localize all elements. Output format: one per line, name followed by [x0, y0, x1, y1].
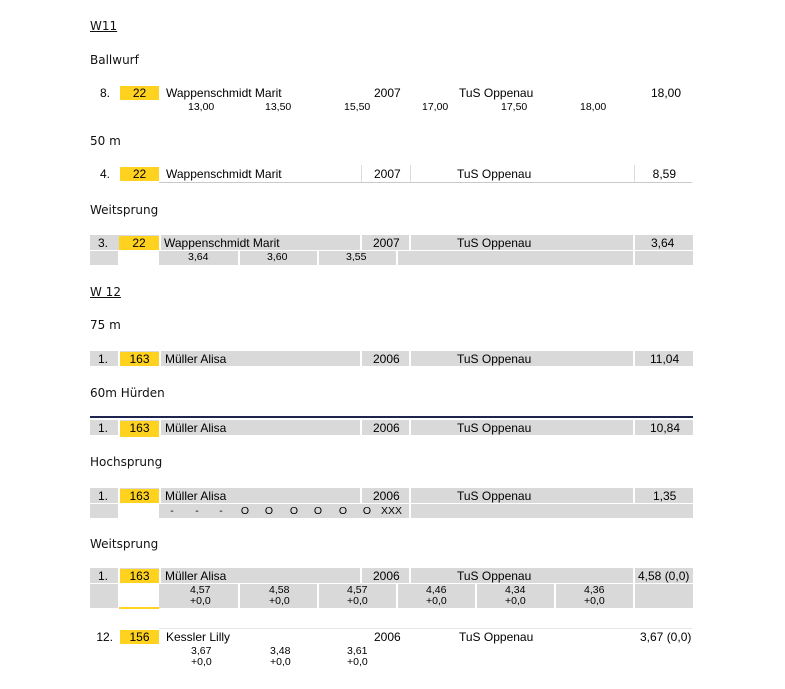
- cell-divider: [360, 568, 362, 583]
- bib-number: 156: [120, 630, 159, 644]
- result: 3,64: [651, 236, 675, 250]
- cell-divider: [396, 251, 398, 265]
- attempt-distance: 4,57: [347, 584, 368, 596]
- row-divider: [159, 628, 692, 629]
- attempt: 18,00: [580, 101, 607, 113]
- cell-divider: [634, 165, 635, 182]
- result: 3,67 (0,0): [640, 630, 692, 644]
- result: 4,58 (0,0): [638, 569, 690, 583]
- attempt-wind: +0,0: [505, 595, 526, 607]
- cell-divider: [159, 235, 161, 250]
- height-attempt: O: [313, 505, 323, 517]
- cell-divider: [361, 165, 362, 182]
- cell-divider: [633, 420, 635, 435]
- attempt-distance: 3,67: [191, 645, 212, 657]
- attempt-distance: 3,48: [270, 645, 291, 657]
- attempt-distance: 3,61: [347, 645, 368, 657]
- cell-divider: [159, 488, 161, 503]
- bib-number: 163: [120, 489, 159, 503]
- header-rule: [90, 416, 693, 418]
- attempt-wind: +0,0: [426, 595, 447, 607]
- cell-divider: [633, 351, 635, 366]
- club: TuS Oppenau: [457, 489, 532, 503]
- attempt-wind: +0,0: [584, 595, 605, 607]
- club: TuS Oppenau: [459, 86, 534, 100]
- cell-divider: [360, 420, 362, 435]
- cell-divider: [409, 351, 411, 366]
- club: TuS Oppenau: [457, 236, 532, 250]
- bib-number: 22: [120, 86, 159, 100]
- cell-divider: [633, 488, 635, 503]
- cell-divider: [317, 251, 319, 265]
- section-heading-w11: W11: [90, 19, 118, 33]
- cell-divider: [238, 584, 240, 608]
- athlete-name: Müller Alisa: [165, 569, 227, 583]
- cell-divider: [410, 165, 411, 182]
- height-attempt: -: [195, 505, 199, 517]
- birth-year: 2006: [374, 630, 401, 644]
- cell-divider: [409, 568, 411, 583]
- event-title-60m-huerden: 60m Hürden: [90, 386, 165, 400]
- attempt: 3,55: [346, 251, 367, 263]
- attempt-distance: 4,58: [269, 584, 290, 596]
- cell-divider: [159, 351, 161, 366]
- height-attempt: O: [362, 505, 372, 517]
- attempt: 13,00: [188, 101, 215, 113]
- birth-year: 2006: [373, 352, 400, 366]
- birth-year: 2006: [373, 421, 400, 435]
- height-attempt: XXX: [381, 505, 403, 517]
- attempt-distance: 4,34: [505, 584, 526, 596]
- place: 1.: [97, 352, 108, 366]
- place: 12.: [96, 630, 113, 644]
- height-attempt: O: [240, 505, 250, 517]
- place: 1.: [97, 489, 108, 503]
- attempt-distance: 4,46: [426, 584, 447, 596]
- section-heading-w12: W 12: [90, 285, 121, 299]
- cell-divider: [633, 568, 635, 608]
- birth-year: 2006: [373, 569, 400, 583]
- attempt: 13,50: [265, 101, 292, 113]
- birth-year: 2007: [374, 86, 401, 100]
- result: 11,04: [650, 352, 680, 366]
- attempt: 15,50: [344, 101, 371, 113]
- attempt-wind: +0,0: [191, 656, 212, 668]
- cell-divider: [554, 584, 556, 608]
- birth-year: 2007: [374, 167, 401, 181]
- event-title-weitsprung-w12: Weitsprung: [90, 537, 159, 551]
- attempt-wind: +0,0: [190, 595, 211, 607]
- bib-number: 163: [120, 352, 159, 366]
- place: 8.: [99, 86, 110, 100]
- cell-divider: [409, 420, 411, 435]
- club: TuS Oppenau: [457, 421, 532, 435]
- bib-number: 163: [120, 569, 159, 583]
- cell-divider: [317, 584, 319, 608]
- birth-year: 2007: [373, 236, 400, 250]
- cell-divider: [360, 351, 362, 366]
- birth-year: 2006: [373, 489, 400, 503]
- bib-number: 22: [119, 236, 159, 250]
- attempt-wind: +0,0: [347, 595, 368, 607]
- cell-divider: [238, 251, 240, 265]
- athlete-name: Müller Alisa: [165, 352, 227, 366]
- attempt: 17,00: [422, 101, 449, 113]
- blank-cell: [118, 584, 159, 608]
- height-attempt: -: [170, 505, 174, 517]
- height-attempt: O: [264, 505, 274, 517]
- event-title-50m: 50 m: [90, 134, 121, 148]
- athlete-name: Wappenschmidt Marit: [164, 236, 280, 250]
- club: TuS Oppenau: [457, 569, 532, 583]
- result: 1,35: [653, 489, 677, 503]
- club: TuS Oppenau: [459, 630, 534, 644]
- place: 4.: [99, 167, 110, 181]
- row-divider: [159, 182, 692, 183]
- result: 10,84: [650, 421, 681, 435]
- event-title-75m: 75 m: [90, 318, 121, 332]
- cell-divider: [633, 235, 635, 265]
- blank-cell: [118, 251, 159, 265]
- height-attempt: O: [289, 505, 299, 517]
- attempt: 3,60: [267, 251, 288, 263]
- athlete-name: Müller Alisa: [165, 421, 227, 435]
- attempt: 3,64: [188, 251, 209, 263]
- attempt-wind: +0,0: [347, 656, 368, 668]
- attempt: 17,50: [501, 101, 528, 113]
- height-attempt: O: [338, 505, 348, 517]
- athlete-name: Wappenschmidt Marit: [166, 86, 282, 100]
- attempt-distance: 4,57: [190, 584, 211, 596]
- cell-divider: [409, 235, 411, 250]
- blank-cell: [118, 504, 159, 518]
- cell-divider: [360, 488, 362, 503]
- event-title-hochsprung: Hochsprung: [90, 455, 163, 469]
- athlete-name: Kessler Lilly: [166, 630, 231, 644]
- bib-number: 22: [120, 167, 159, 181]
- attempt-wind: +0,0: [270, 656, 291, 668]
- result: 18,00: [650, 86, 681, 100]
- event-title-weitsprung-w11: Weitsprung: [90, 203, 159, 217]
- place: 3.: [97, 236, 108, 250]
- cell-divider: [159, 568, 161, 583]
- cell-divider: [396, 584, 398, 608]
- athlete-name: Müller Alisa: [165, 489, 227, 503]
- attempt-wind: +0,0: [269, 595, 290, 607]
- result: 8,59: [652, 167, 676, 181]
- club: TuS Oppenau: [457, 352, 532, 366]
- bib-underline: [120, 435, 159, 437]
- place: 1.: [97, 421, 108, 435]
- athlete-name: Wappenschmidt Marit: [166, 167, 282, 181]
- cell-divider: [475, 584, 477, 608]
- cell-divider: [360, 235, 362, 250]
- event-title-ballwurf: Ballwurf: [90, 53, 139, 67]
- place: 1.: [97, 569, 108, 583]
- cell-divider: [409, 488, 411, 518]
- attempt-distance: 4,36: [584, 584, 605, 596]
- cell-divider: [159, 420, 161, 435]
- club: TuS Oppenau: [457, 167, 532, 181]
- attempts-background: [90, 251, 693, 265]
- height-attempt: -: [219, 505, 223, 517]
- bib-underline: [119, 607, 159, 609]
- bib-number: 163: [120, 421, 159, 435]
